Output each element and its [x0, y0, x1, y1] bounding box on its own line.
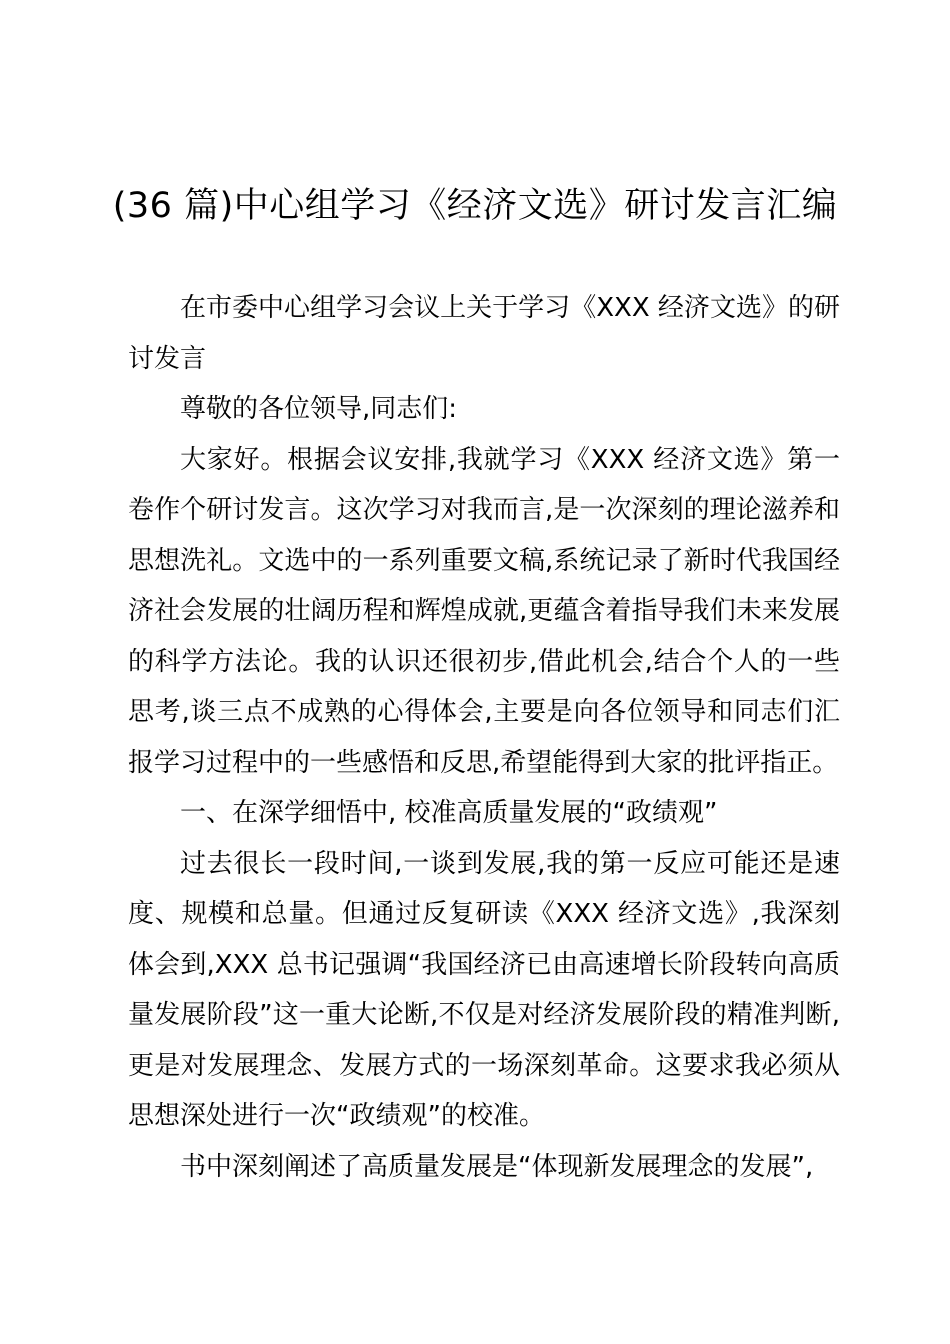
document-body — [128, 283, 840, 1192]
body-paragraph: 书中深刻阐述了高质量发展是“体现新发展理念的发展”, — [180, 1151, 814, 1182]
speech-heading-paragraph: 在市委中心组学习会议上关于学习《XXX 经济文选》的研讨发言 — [128, 293, 840, 374]
opening-paragraph: 大家好。根据会议安排,我就学习《XXX 经济文选》第一卷作个研讨发言。这次学习对我而言,是一次深刻的理论滋养和思想洗礼。文选中的一系列重要文稿,系统记录了新时代我国经济社会发展的壮阔历程和辉煌成就,更蕴含着指导我们未来发展的科学方法论。我的认识还很初步,借此机会,结合个人的一些思考,谈三点不成熟的心得体会,主要是向各位领导和同志们汇报学习过程中的一些感悟和反思,希望能得到大家的批评指正。 — [128, 444, 840, 778]
salutation-paragraph: 尊敬的各位领导,同志们: — [180, 394, 458, 424]
section-heading-one: 一、在深学细悟中, 校准高质量发展的“政绩观” — [180, 798, 718, 828]
document-title: (36 篇)中心组学习《经济文选》研讨发言汇编 — [112, 186, 838, 226]
body-paragraph: 过去很长一段时间,一谈到发展,我的第一反应可能还是速度、规模和总量。但通过反复研读《XXX 经济文选》,我深刻体会到,XXX 总书记强调“我国经济已由高速增长阶段转向高质量发展阶段”这一重大论断,不仅是对经济发展阶段的精准判断,更是对发展理念、发展方式的一场深刻革命。这要求我必须从思想深处进行一次“政绩观”的校准。 — [128, 848, 840, 1131]
